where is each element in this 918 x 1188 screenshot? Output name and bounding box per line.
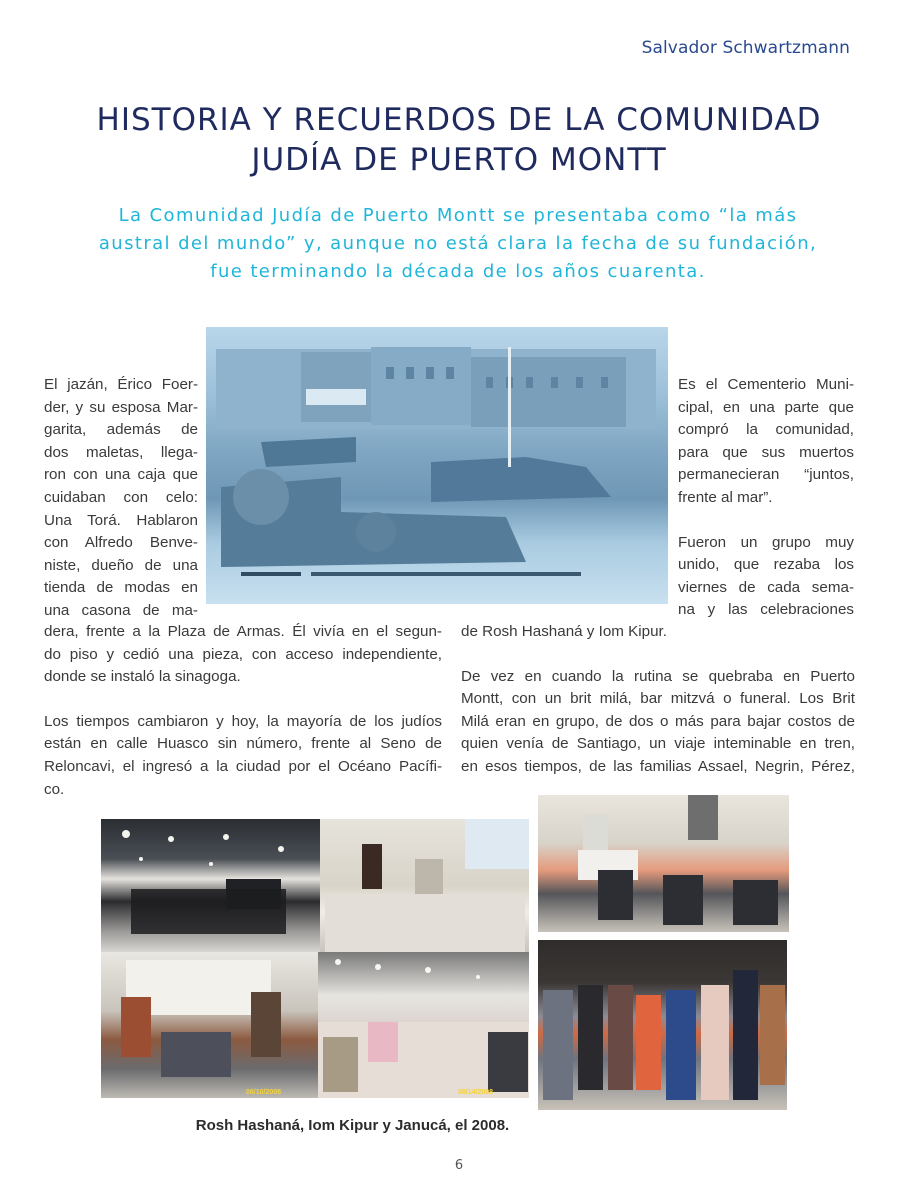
ceiling-lights <box>335 959 480 979</box>
person <box>578 985 603 1090</box>
left-intro-line: der, y su esposa Mar- <box>44 398 198 416</box>
rabbi-figure <box>415 859 443 894</box>
right-p1-line: cipal, en una parte que <box>678 398 854 416</box>
left-p1-line: donde se instaló la sinagoga. <box>44 668 241 686</box>
building-right <box>471 357 626 427</box>
left-column-intro <box>44 374 198 623</box>
person <box>760 985 785 1085</box>
torah-illustration <box>320 819 529 952</box>
chair <box>663 875 703 925</box>
article-title <box>0 100 918 180</box>
flagpole <box>508 347 511 467</box>
lead-paragraph <box>40 202 876 286</box>
left-p1-line: dera, frente a la Plaza de Armas. Él vivía en el segun- <box>44 623 442 640</box>
speaker <box>583 815 608 850</box>
left-p2-line: Los tiempos cambiaron y hoy, la mayoría de los judíos <box>44 712 442 730</box>
man-in-brown <box>251 992 281 1057</box>
left-intro-line: El jazán, Érico Foer- <box>44 376 198 393</box>
right-p3-line: De vez en cuando la rutina se quebraba en Puerto <box>461 667 855 685</box>
left-p1-line: do piso y cedió una pieza, con acceso independiente, <box>44 645 442 663</box>
right-p2-line: viernes de cada sema- <box>678 578 854 596</box>
congregation-illustration <box>101 819 320 952</box>
bench <box>311 572 511 576</box>
right-p3-line: Montt, con un brit milá, bar mitzvá o funeral. Los Brit <box>461 690 855 708</box>
left-intro-line: con Alfredo Benve- <box>44 534 198 552</box>
plaza-de-armas-photo <box>206 327 668 604</box>
left-intro-line: garita, además de <box>44 421 198 439</box>
chanukah-photo <box>101 952 318 1098</box>
person <box>608 985 633 1090</box>
person <box>666 990 696 1100</box>
right-p2-end-line: de Rosh Hashaná y Iom Kipur. <box>461 623 667 640</box>
lecture-photo <box>538 795 789 932</box>
person <box>636 995 661 1090</box>
left-intro-line: niste, dueño de una <box>44 556 198 574</box>
congregation-prayer-photo <box>101 819 320 952</box>
page-number: 6 <box>454 1158 464 1173</box>
left-p2-line: co. <box>44 780 65 798</box>
right-p1-line: frente al mar”. <box>678 488 773 506</box>
left-intro-line: cuidaban con celo: <box>44 488 198 506</box>
title-line-1: HISTORIA Y RECUERDOS DE LA COMUNIDAD <box>96 102 822 138</box>
projection-screen <box>465 819 529 869</box>
tree <box>233 469 289 525</box>
guest <box>323 1037 358 1092</box>
group-portrait-photo <box>538 940 787 1110</box>
lead-line-1: La Comunidad Judía de Puerto Montt se presentaba como “la más <box>118 205 798 226</box>
right-p1-line: compró la comunidad, <box>678 421 854 439</box>
person <box>543 990 573 1100</box>
photo-date-1: 08/10/2008 <box>246 1089 282 1096</box>
lead-line-3: fue terminando la década de los años cuarenta. <box>210 261 706 282</box>
right-p2-line: Fueron un grupo muy <box>678 533 854 551</box>
holiday-dinner-photo <box>318 952 529 1098</box>
guest <box>368 1022 398 1062</box>
right-column-intro <box>678 374 854 622</box>
lead-line-2: austral del mundo” y, aunque no está clara la fecha de su fundación, <box>98 233 818 254</box>
dinner-illustration <box>318 952 529 1098</box>
window <box>688 795 718 840</box>
person <box>701 985 729 1100</box>
right-p3-line: quien venía de Santiago, un viaje inteminable en tren, <box>461 735 855 753</box>
guest <box>488 1032 528 1092</box>
author-name: Salvador Schwartzmann <box>641 38 850 58</box>
tree <box>356 512 396 552</box>
left-p2-line: Reloncavi, el ingresó a la ciudad por el Océano Pacífi- <box>44 757 442 775</box>
garden-bed-1 <box>261 437 356 467</box>
person <box>733 970 758 1100</box>
right-p1-line: Es el Cementerio Muni- <box>678 376 854 393</box>
photo-date-2: 08/14/2008 <box>458 1089 494 1096</box>
people-silhouettes <box>131 889 286 934</box>
left-intro-line: Una Torá. Hablaron <box>44 511 198 529</box>
left-intro-line: ron con una caja que <box>44 466 198 484</box>
photo-caption: Rosh Hashaná, Iom Kipur y Janucá, el 2008. <box>195 1117 510 1134</box>
garden-bed-3 <box>431 457 611 502</box>
children-group <box>161 1032 231 1077</box>
building-center <box>371 347 471 425</box>
bench <box>506 572 581 576</box>
right-column-continued <box>461 621 855 779</box>
right-p1-line: para que sus muertos <box>678 443 854 461</box>
awning <box>306 389 366 405</box>
left-intro-line: una casona de ma- <box>44 601 198 619</box>
chair <box>733 880 778 925</box>
ceiling-lights <box>122 830 284 866</box>
left-column-continued <box>44 621 442 801</box>
title-line-2: JUDÍA DE PUERTO MONTT <box>251 142 667 178</box>
left-intro-line: dos maletas, llega- <box>44 443 198 461</box>
right-p3-line: Milá eran en grupo, de dos o más para bajar costos de <box>461 712 855 730</box>
left-intro-line: tienda de modas en <box>44 579 198 597</box>
building-left <box>301 352 371 422</box>
lecture-illustration <box>538 795 789 932</box>
right-p2-line: unido, que rezaba los <box>678 556 854 574</box>
left-p2-line: están en calle Huasco sin número, frente al Seno de <box>44 735 442 753</box>
chair <box>598 870 633 920</box>
right-p3-line: en esos tiempos, de las familias Assael, Negrin, Pérez, <box>461 757 855 775</box>
celebrations-collage <box>101 819 529 1098</box>
group-illustration <box>538 940 787 1110</box>
woman-figure <box>362 844 382 889</box>
bench <box>241 572 301 576</box>
chanukah-illustration <box>101 952 318 1098</box>
table-cloth <box>325 894 525 952</box>
plaza-photo-illustration <box>206 327 668 604</box>
right-p1-line: permanecieran “juntos, <box>678 466 854 484</box>
torah-reading-photo <box>320 819 529 952</box>
man-in-red <box>121 997 151 1057</box>
right-p2-line: na y las celebraciones <box>678 601 854 619</box>
